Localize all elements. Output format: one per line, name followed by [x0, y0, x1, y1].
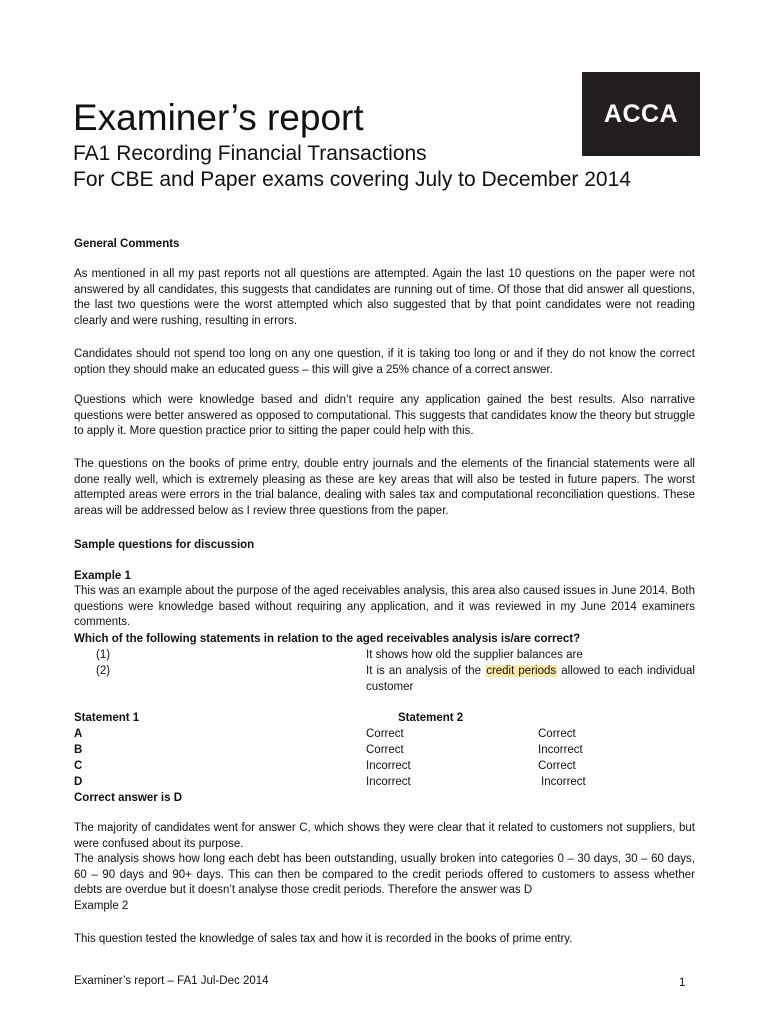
- option-statement-2: Incorrect: [541, 776, 586, 788]
- report-title: Examiner’s report: [73, 97, 364, 138]
- example-1-intro: This was an example about the purpose of the aged receivables analysis, this area also caused issues in June 2014. Both questions were knowledge based without requiring any application, and it was reviewed in my June 2014 examiners comments.: [74, 585, 695, 629]
- option-statement-2: Incorrect: [538, 744, 583, 756]
- example-1-question: Which of the following statements in relation to the aged receivables analysis is/are correct?: [74, 633, 581, 645]
- answer-option-row: [74, 743, 695, 759]
- logo-text: ACCA: [603, 99, 679, 128]
- example-1-heading: Example 1: [74, 570, 131, 582]
- example-1-comment-1: The majority of candidates went for answer C, which shows they were clear that it related to customers not suppliers, but were confused about its purpose.: [74, 822, 695, 850]
- answer-table-header: [74, 711, 695, 727]
- page-footer: Examiner’s report – FA1 Jul-Dec 2014: [74, 975, 269, 987]
- statement-text-end: allowed to each individual customer: [366, 665, 695, 693]
- option-statement-1: Incorrect: [366, 776, 411, 788]
- statement-number: (1): [96, 649, 111, 661]
- page-number: 1: [679, 977, 686, 989]
- answer-option-row: [74, 775, 695, 791]
- report-subtitle-paper: FA1 Recording Financial Transactions: [73, 142, 427, 165]
- general-paragraph-2: Candidates should not spend too long on any one question, if it is taking too long or and if they do not know the correct option they should make an educated guess – this will give a 25% chance of a correct answer.: [74, 348, 695, 376]
- answer-option-row: [74, 759, 695, 775]
- sample-questions-heading: Sample questions for discussion: [74, 539, 255, 551]
- general-paragraph-4: The questions on the books of prime entry, double entry journals and the elements of the financial statements were all done really well, which is extremely pleasing as these are key areas that will also be tested in future papers. The worst attempted areas were errors in the trial balance, dealing with sales tax and computational reconciliation questions. These areas will be addressed below as I review three questions from the paper.: [74, 458, 695, 517]
- option-letter: C: [74, 760, 83, 772]
- option-letter: A: [74, 728, 83, 740]
- example-2-intro: This question tested the knowledge of sales tax and how it is recorded in the books of prime entry.: [74, 933, 573, 945]
- highlighted-term: credit periods: [486, 665, 557, 677]
- option-statement-1: Correct: [366, 728, 404, 740]
- general-comments-heading: General Comments: [74, 238, 180, 250]
- answer-option-row: [74, 727, 695, 743]
- option-statement-2: Correct: [538, 728, 576, 740]
- example-2-heading: Example 2: [74, 900, 129, 912]
- statement-row: [74, 648, 695, 664]
- acca-logo: [582, 72, 700, 156]
- statement-number: (2): [96, 665, 111, 677]
- statement-row: [74, 664, 695, 693]
- option-statement-1: Incorrect: [366, 760, 411, 772]
- column-header-statement-2: Statement 2: [398, 712, 464, 724]
- correct-answer: Correct answer is D: [74, 792, 183, 804]
- option-letter: B: [74, 744, 83, 756]
- report-subtitle-period: For CBE and Paper exams covering July to December 2014: [73, 168, 631, 191]
- example-1-comment-2: The analysis shows how long each debt has been outstanding, usually broken into categories 0 – 30 days, 30 – 60 days, 60 – 90 days and 90+ days. This can then be compared to the credit periods offered to customers to assess whether debts are overdue but it doesn’t analyse those credit periods. Therefore the answer was D: [74, 853, 695, 897]
- general-paragraph-3: Questions which were knowledge based and didn’t require any application gained the best results. Also narrative questions were better answered as opposed to computational. This suggests that candidates know the theory but struggle to apply it. More question practice prior to sitting the paper could help with this.: [74, 394, 695, 438]
- statement-text: It shows how old the supplier balances are: [366, 649, 583, 661]
- statement-text-start: It is an analysis of the: [366, 665, 486, 677]
- option-letter: D: [74, 776, 83, 788]
- option-statement-2: Correct: [538, 760, 576, 772]
- option-statement-1: Correct: [366, 744, 404, 756]
- report-body: [74, 237, 695, 957]
- general-paragraph-1: As mentioned in all my past reports not all questions are attempted. Again the last 10 questions on the paper were not answered by all candidates, this suggests that candidates are running out of time. Of those that did answer all questions, the last two questions were the worst attempted which also suggested that by that point candidates were not reading clearly and were rushing, resulting in errors.: [74, 268, 695, 327]
- column-header-statement-1: Statement 1: [74, 712, 140, 724]
- statement-text: [366, 664, 695, 695]
